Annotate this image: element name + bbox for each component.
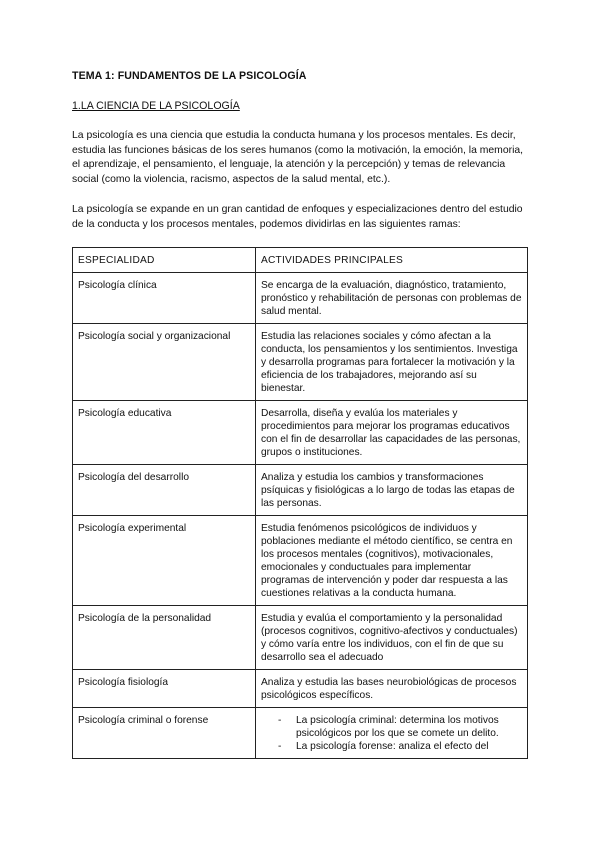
specialty-cell: Psicología del desarrollo — [73, 465, 256, 516]
table-row — [73, 670, 528, 708]
header-specialty: ESPECIALIDAD — [73, 248, 256, 273]
activity-cell: Estudia las relaciones sociales y cómo afectan a la conducta, los pensamientos y los sentimientos. Investiga y desarrolla programas para fortalecer la motivación y la eficiencia de los trabajadores, mejorando así su bienestar. — [256, 324, 528, 401]
activity-cell: Analiza y estudia los cambios y transformaciones psíquicas y fisiológicas a lo largo de todas las etapas de las personas. — [256, 465, 528, 516]
table-row — [73, 401, 528, 465]
table-row — [73, 273, 528, 324]
header-activities: ACTIVIDADES PRINCIPALES — [256, 248, 528, 273]
activity-cell: Se encarga de la evaluación, diagnóstico, tratamiento, pronóstico y rehabilitación de personas con problemas de salud mental. — [256, 273, 528, 324]
specialty-cell: Psicología de la personalidad — [73, 606, 256, 670]
list-item: - La psicología criminal: determina los motivos psicológicos por los que se comete un delito. — [296, 714, 522, 740]
table-header-row — [73, 248, 528, 273]
table-row — [73, 606, 528, 670]
intro-paragraph: La psicología es una ciencia que estudia la conducta humana y los procesos mentales. Es decir, estudia las funciones básicas de los seres humanos (como la motivación, la emoción, la memoria, el aprendizaje, el pensamiento, el lenguaje, la atención y la percepción) y temas de relevancia social (como la violencia, racismo, aspectos de la salud mental, etc.). — [72, 130, 524, 185]
activity-cell: Analiza y estudia las bases neurobiológicas de procesos psicológicos específicos. — [256, 670, 528, 708]
table-row — [73, 708, 528, 759]
specialty-cell: Psicología criminal o forense — [73, 708, 256, 759]
table-row — [73, 465, 528, 516]
specialty-cell: Psicología clínica — [73, 273, 256, 324]
activity-cell — [256, 708, 528, 759]
list-item: - La psicología forense: analiza el efecto del — [296, 740, 522, 753]
branches-paragraph: La psicología se expande en un gran cantidad de enfoques y especializaciones dentro del estudio de la conducta y los procesos mentales, podemos dividirlas en las siguientes ramas: — [72, 204, 523, 230]
specialty-cell: Psicología educativa — [73, 401, 256, 465]
table-row — [73, 516, 528, 606]
specialty-cell: Psicología social y organizacional — [73, 324, 256, 401]
section-title: 1.LA CIENCIA DE LA PSICOLOGÍA — [72, 100, 240, 112]
page-title: TEMA 1: FUNDAMENTOS DE LA PSICOLOGÍA — [72, 70, 307, 82]
specialty-cell: Psicología experimental — [73, 516, 256, 606]
table-row — [73, 324, 528, 401]
activity-cell: Desarrolla, diseña y evalúa los materiales y procedimientos para mejorar los programas educativos con el fin de desarrollar las capacidades de las personas, grupos o instituciones. — [256, 401, 528, 465]
activity-cell: Estudia y evalúa el comportamiento y la personalidad (procesos cognitivos, cognitivo-afectivos y conductuales) y cómo varía entre los individuos, con el fin de que su desarrollo sea el adecuado — [256, 606, 528, 670]
activity-cell: Estudia fenómenos psicológicos de individuos y poblaciones mediante el método científico, se centra en los procesos mentales (cognitivos), motivacionales, emocionales y conductuales para implementar programas de intervención y poder dar respuesta a las cuestiones relativas a la conducta humana. — [256, 516, 528, 606]
specialty-cell: Psicología fisiología — [73, 670, 256, 708]
specialties-table — [72, 247, 528, 759]
activity-bullet-list — [261, 714, 522, 753]
